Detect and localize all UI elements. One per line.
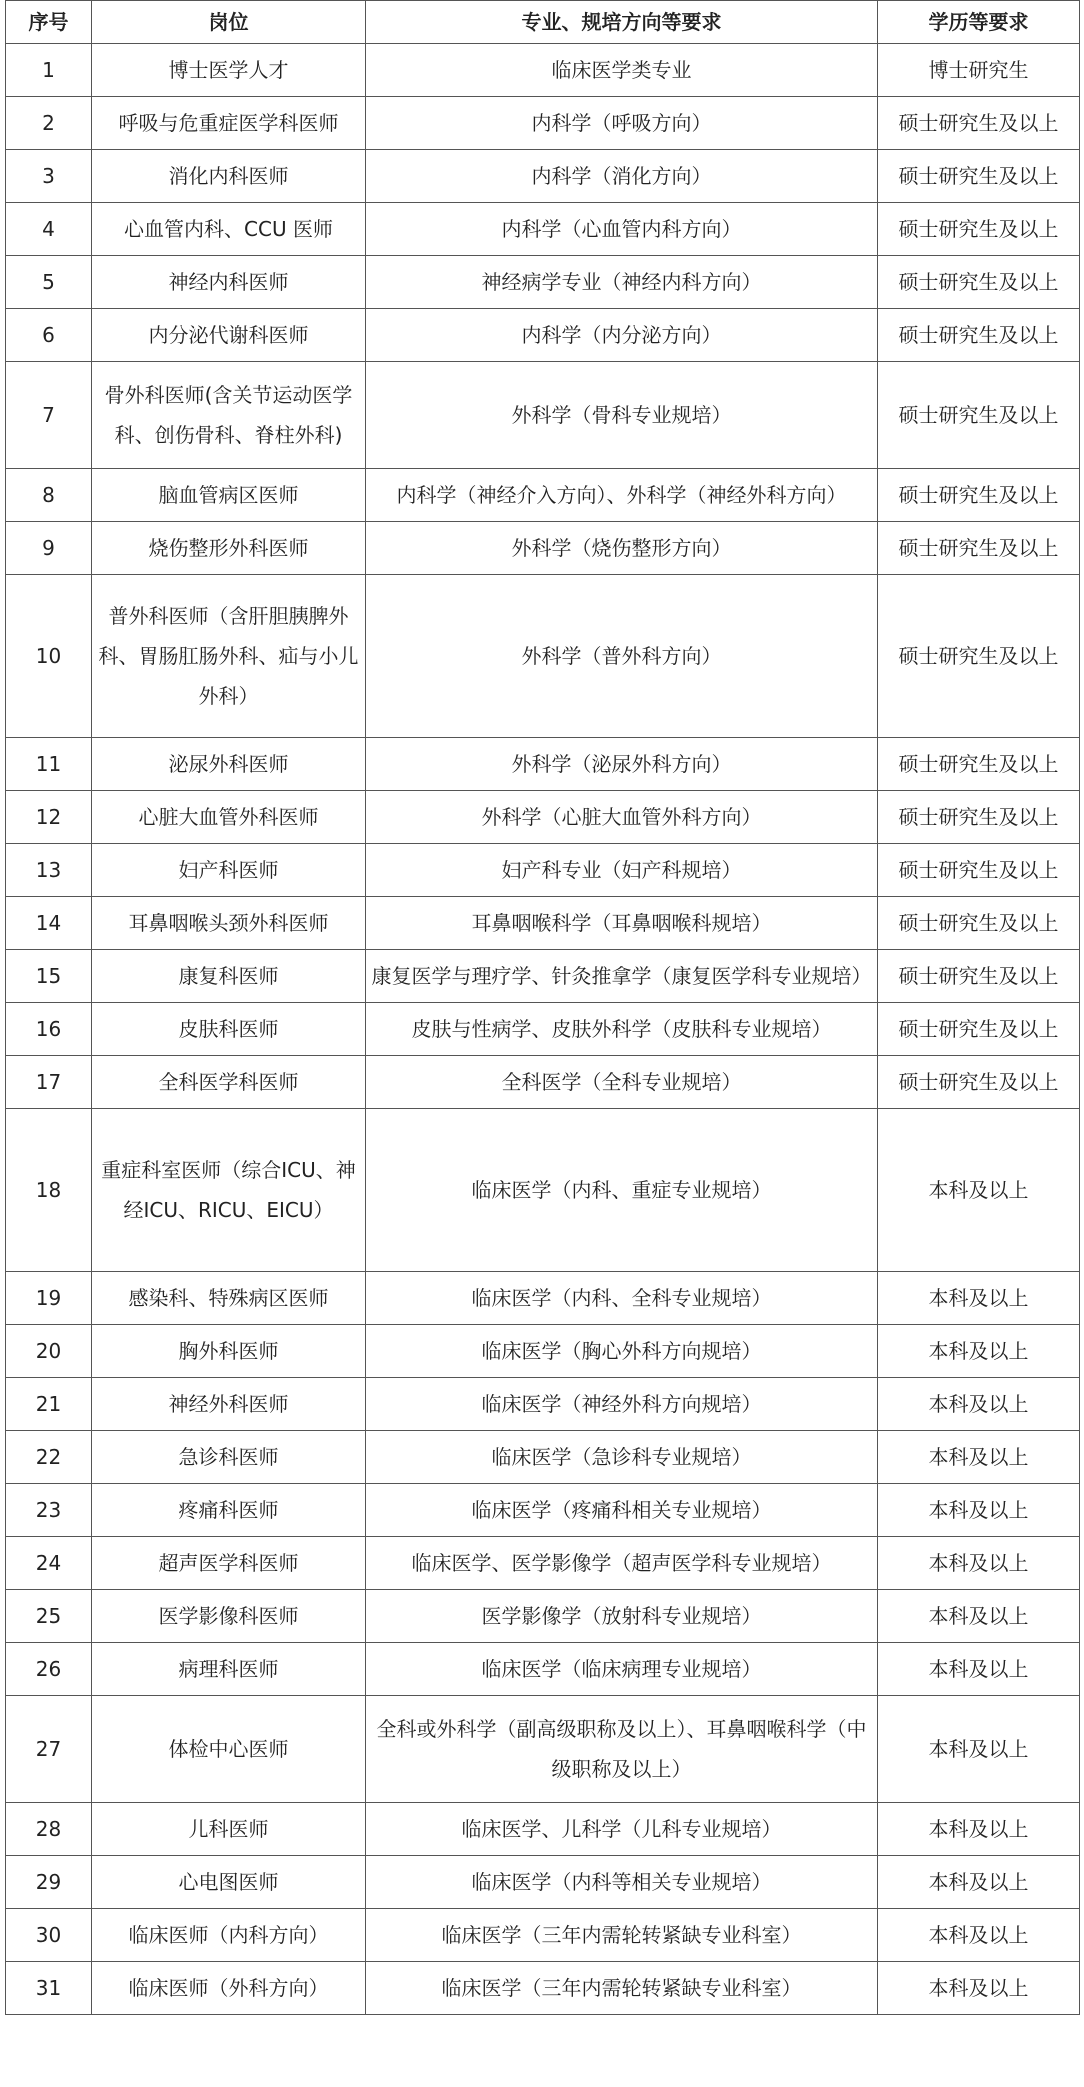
cell-position: 心脏大血管外科医师 <box>92 791 366 844</box>
cell-specialty: 外科学（心脏大血管外科方向） <box>366 791 878 844</box>
cell-specialty: 临床医学（急诊科专业规培） <box>366 1431 878 1484</box>
cell-specialty: 外科学（普外科方向） <box>366 575 878 738</box>
table-row <box>6 256 1080 309</box>
table-row <box>6 1378 1080 1431</box>
cell-position: 脑血管病区医师 <box>92 469 366 522</box>
cell-specialty: 内科学（心血管内科方向） <box>366 203 878 256</box>
table-row <box>6 309 1080 362</box>
cell-education: 硕士研究生及以上 <box>878 1056 1080 1109</box>
cell-education: 硕士研究生及以上 <box>878 791 1080 844</box>
cell-education: 硕士研究生及以上 <box>878 950 1080 1003</box>
cell-no: 8 <box>6 469 92 522</box>
cell-education: 本科及以上 <box>878 1431 1080 1484</box>
cell-position: 临床医师（内科方向） <box>92 1909 366 1962</box>
table-row <box>6 575 1080 738</box>
header-education: 学历等要求 <box>878 1 1080 44</box>
cell-education: 本科及以上 <box>878 1537 1080 1590</box>
cell-position: 呼吸与危重症医学科医师 <box>92 97 366 150</box>
table-row <box>6 362 1080 469</box>
header-position: 岗位 <box>92 1 366 44</box>
cell-specialty: 内科学（呼吸方向） <box>366 97 878 150</box>
table-row <box>6 203 1080 256</box>
cell-education: 本科及以上 <box>878 1590 1080 1643</box>
cell-specialty: 康复医学与理疗学、针灸推拿学（康复医学科专业规培） <box>366 950 878 1003</box>
table-row <box>6 1056 1080 1109</box>
cell-education: 本科及以上 <box>878 1272 1080 1325</box>
cell-education: 本科及以上 <box>878 1696 1080 1803</box>
cell-education: 硕士研究生及以上 <box>878 575 1080 738</box>
cell-position: 皮肤科医师 <box>92 1003 366 1056</box>
table-row <box>6 1431 1080 1484</box>
cell-no: 30 <box>6 1909 92 1962</box>
cell-specialty: 全科医学（全科专业规培） <box>366 1056 878 1109</box>
cell-no: 10 <box>6 575 92 738</box>
cell-education: 本科及以上 <box>878 1378 1080 1431</box>
cell-specialty: 内科学（神经介入方向）、外科学（神经外科方向） <box>366 469 878 522</box>
table-row <box>6 844 1080 897</box>
table-row <box>6 44 1080 97</box>
cell-no: 11 <box>6 738 92 791</box>
cell-position: 超声医学科医师 <box>92 1537 366 1590</box>
cell-no: 28 <box>6 1803 92 1856</box>
cell-education: 硕士研究生及以上 <box>878 844 1080 897</box>
cell-position: 骨外科医师(含关节运动医学科、创伤骨科、脊柱外科) <box>92 362 366 469</box>
cell-education: 本科及以上 <box>878 1803 1080 1856</box>
cell-position: 心电图医师 <box>92 1856 366 1909</box>
cell-no: 5 <box>6 256 92 309</box>
table-row <box>6 1272 1080 1325</box>
table-row <box>6 1325 1080 1378</box>
cell-no: 23 <box>6 1484 92 1537</box>
cell-specialty: 医学影像学（放射科专业规培） <box>366 1590 878 1643</box>
cell-position: 普外科医师（含肝胆胰脾外科、胃肠肛肠外科、疝与小儿外科） <box>92 575 366 738</box>
cell-position: 内分泌代谢科医师 <box>92 309 366 362</box>
cell-position: 医学影像科医师 <box>92 1590 366 1643</box>
table-row <box>6 1856 1080 1909</box>
cell-no: 2 <box>6 97 92 150</box>
cell-position: 疼痛科医师 <box>92 1484 366 1537</box>
cell-no: 24 <box>6 1537 92 1590</box>
cell-specialty: 临床医学（疼痛科相关专业规培） <box>366 1484 878 1537</box>
cell-specialty: 神经病学专业（神经内科方向） <box>366 256 878 309</box>
cell-specialty: 皮肤与性病学、皮肤外科学（皮肤科专业规培） <box>366 1003 878 1056</box>
cell-education: 本科及以上 <box>878 1325 1080 1378</box>
cell-no: 13 <box>6 844 92 897</box>
cell-no: 29 <box>6 1856 92 1909</box>
cell-education: 本科及以上 <box>878 1962 1080 2015</box>
cell-no: 17 <box>6 1056 92 1109</box>
cell-specialty: 临床医学（内科、全科专业规培） <box>366 1272 878 1325</box>
cell-education: 博士研究生 <box>878 44 1080 97</box>
cell-position: 康复科医师 <box>92 950 366 1003</box>
cell-specialty: 临床医学（神经外科方向规培） <box>366 1378 878 1431</box>
cell-education: 硕士研究生及以上 <box>878 469 1080 522</box>
cell-specialty: 临床医学、儿科学（儿科专业规培） <box>366 1803 878 1856</box>
cell-education: 本科及以上 <box>878 1856 1080 1909</box>
cell-no: 26 <box>6 1643 92 1696</box>
cell-specialty: 临床医学（内科、重症专业规培） <box>366 1109 878 1272</box>
cell-position: 妇产科医师 <box>92 844 366 897</box>
cell-position: 烧伤整形外科医师 <box>92 522 366 575</box>
cell-education: 硕士研究生及以上 <box>878 738 1080 791</box>
cell-specialty: 临床医学（临床病理专业规培） <box>366 1643 878 1696</box>
cell-education: 硕士研究生及以上 <box>878 897 1080 950</box>
cell-no: 4 <box>6 203 92 256</box>
cell-education: 硕士研究生及以上 <box>878 309 1080 362</box>
cell-position: 临床医师（外科方向） <box>92 1962 366 2015</box>
table-row <box>6 469 1080 522</box>
cell-specialty: 全科或外科学（副高级职称及以上）、耳鼻咽喉科学（中级职称及以上） <box>366 1696 878 1803</box>
cell-position: 急诊科医师 <box>92 1431 366 1484</box>
cell-position: 重症科室医师（综合ICU、神经ICU、RICU、EICU） <box>92 1109 366 1272</box>
cell-position: 神经外科医师 <box>92 1378 366 1431</box>
cell-specialty: 外科学（烧伤整形方向） <box>366 522 878 575</box>
cell-specialty: 耳鼻咽喉科学（耳鼻咽喉科规培） <box>366 897 878 950</box>
cell-education: 硕士研究生及以上 <box>878 522 1080 575</box>
cell-education: 本科及以上 <box>878 1484 1080 1537</box>
table-row <box>6 738 1080 791</box>
header-row <box>6 1 1080 44</box>
cell-education: 本科及以上 <box>878 1909 1080 1962</box>
cell-no: 22 <box>6 1431 92 1484</box>
cell-specialty: 内科学（消化方向） <box>366 150 878 203</box>
cell-education: 本科及以上 <box>878 1109 1080 1272</box>
table-row <box>6 1003 1080 1056</box>
cell-education: 硕士研究生及以上 <box>878 150 1080 203</box>
cell-position: 耳鼻咽喉头颈外科医师 <box>92 897 366 950</box>
table-row <box>6 1484 1080 1537</box>
cell-no: 27 <box>6 1696 92 1803</box>
cell-no: 12 <box>6 791 92 844</box>
cell-no: 14 <box>6 897 92 950</box>
cell-no: 6 <box>6 309 92 362</box>
table-row <box>6 1909 1080 1962</box>
cell-specialty: 临床医学、医学影像学（超声医学科专业规培） <box>366 1537 878 1590</box>
cell-position: 胸外科医师 <box>92 1325 366 1378</box>
cell-specialty: 外科学（泌尿外科方向） <box>366 738 878 791</box>
table-row <box>6 1537 1080 1590</box>
cell-position: 全科医学科医师 <box>92 1056 366 1109</box>
cell-specialty: 临床医学（内科等相关专业规培） <box>366 1856 878 1909</box>
cell-no: 16 <box>6 1003 92 1056</box>
cell-position: 病理科医师 <box>92 1643 366 1696</box>
cell-no: 18 <box>6 1109 92 1272</box>
cell-specialty: 临床医学（三年内需轮转紧缺专业科室） <box>366 1909 878 1962</box>
table-row <box>6 950 1080 1003</box>
recruitment-table <box>5 0 1080 2015</box>
cell-specialty: 妇产科专业（妇产科规培） <box>366 844 878 897</box>
cell-position: 神经内科医师 <box>92 256 366 309</box>
cell-no: 9 <box>6 522 92 575</box>
cell-education: 本科及以上 <box>878 1643 1080 1696</box>
table-row <box>6 1109 1080 1272</box>
table-row <box>6 522 1080 575</box>
cell-no: 19 <box>6 1272 92 1325</box>
table-row <box>6 1643 1080 1696</box>
table-row <box>6 150 1080 203</box>
cell-position: 心血管内科、CCU 医师 <box>92 203 366 256</box>
cell-no: 3 <box>6 150 92 203</box>
table-row <box>6 1696 1080 1803</box>
cell-specialty: 外科学（骨科专业规培） <box>366 362 878 469</box>
cell-position: 体检中心医师 <box>92 1696 366 1803</box>
table-row <box>6 97 1080 150</box>
cell-no: 7 <box>6 362 92 469</box>
table-row <box>6 1590 1080 1643</box>
cell-position: 博士医学人才 <box>92 44 366 97</box>
cell-no: 25 <box>6 1590 92 1643</box>
table-row <box>6 1962 1080 2015</box>
header-no: 序号 <box>6 1 92 44</box>
cell-position: 儿科医师 <box>92 1803 366 1856</box>
cell-no: 15 <box>6 950 92 1003</box>
table-body <box>6 44 1080 2015</box>
cell-specialty: 临床医学（三年内需轮转紧缺专业科室） <box>366 1962 878 2015</box>
cell-specialty: 临床医学（胸心外科方向规培） <box>366 1325 878 1378</box>
cell-specialty: 临床医学类专业 <box>366 44 878 97</box>
cell-education: 硕士研究生及以上 <box>878 362 1080 469</box>
cell-education: 硕士研究生及以上 <box>878 97 1080 150</box>
cell-education: 硕士研究生及以上 <box>878 1003 1080 1056</box>
cell-no: 21 <box>6 1378 92 1431</box>
cell-specialty: 内科学（内分泌方向） <box>366 309 878 362</box>
cell-position: 泌尿外科医师 <box>92 738 366 791</box>
cell-no: 31 <box>6 1962 92 2015</box>
cell-position: 消化内科医师 <box>92 150 366 203</box>
cell-education: 硕士研究生及以上 <box>878 203 1080 256</box>
cell-no: 1 <box>6 44 92 97</box>
cell-education: 硕士研究生及以上 <box>878 256 1080 309</box>
table-row <box>6 791 1080 844</box>
table-header <box>6 1 1080 44</box>
cell-no: 20 <box>6 1325 92 1378</box>
header-specialty: 专业、规培方向等要求 <box>366 1 878 44</box>
cell-position: 感染科、特殊病区医师 <box>92 1272 366 1325</box>
table-row <box>6 1803 1080 1856</box>
table-row <box>6 897 1080 950</box>
